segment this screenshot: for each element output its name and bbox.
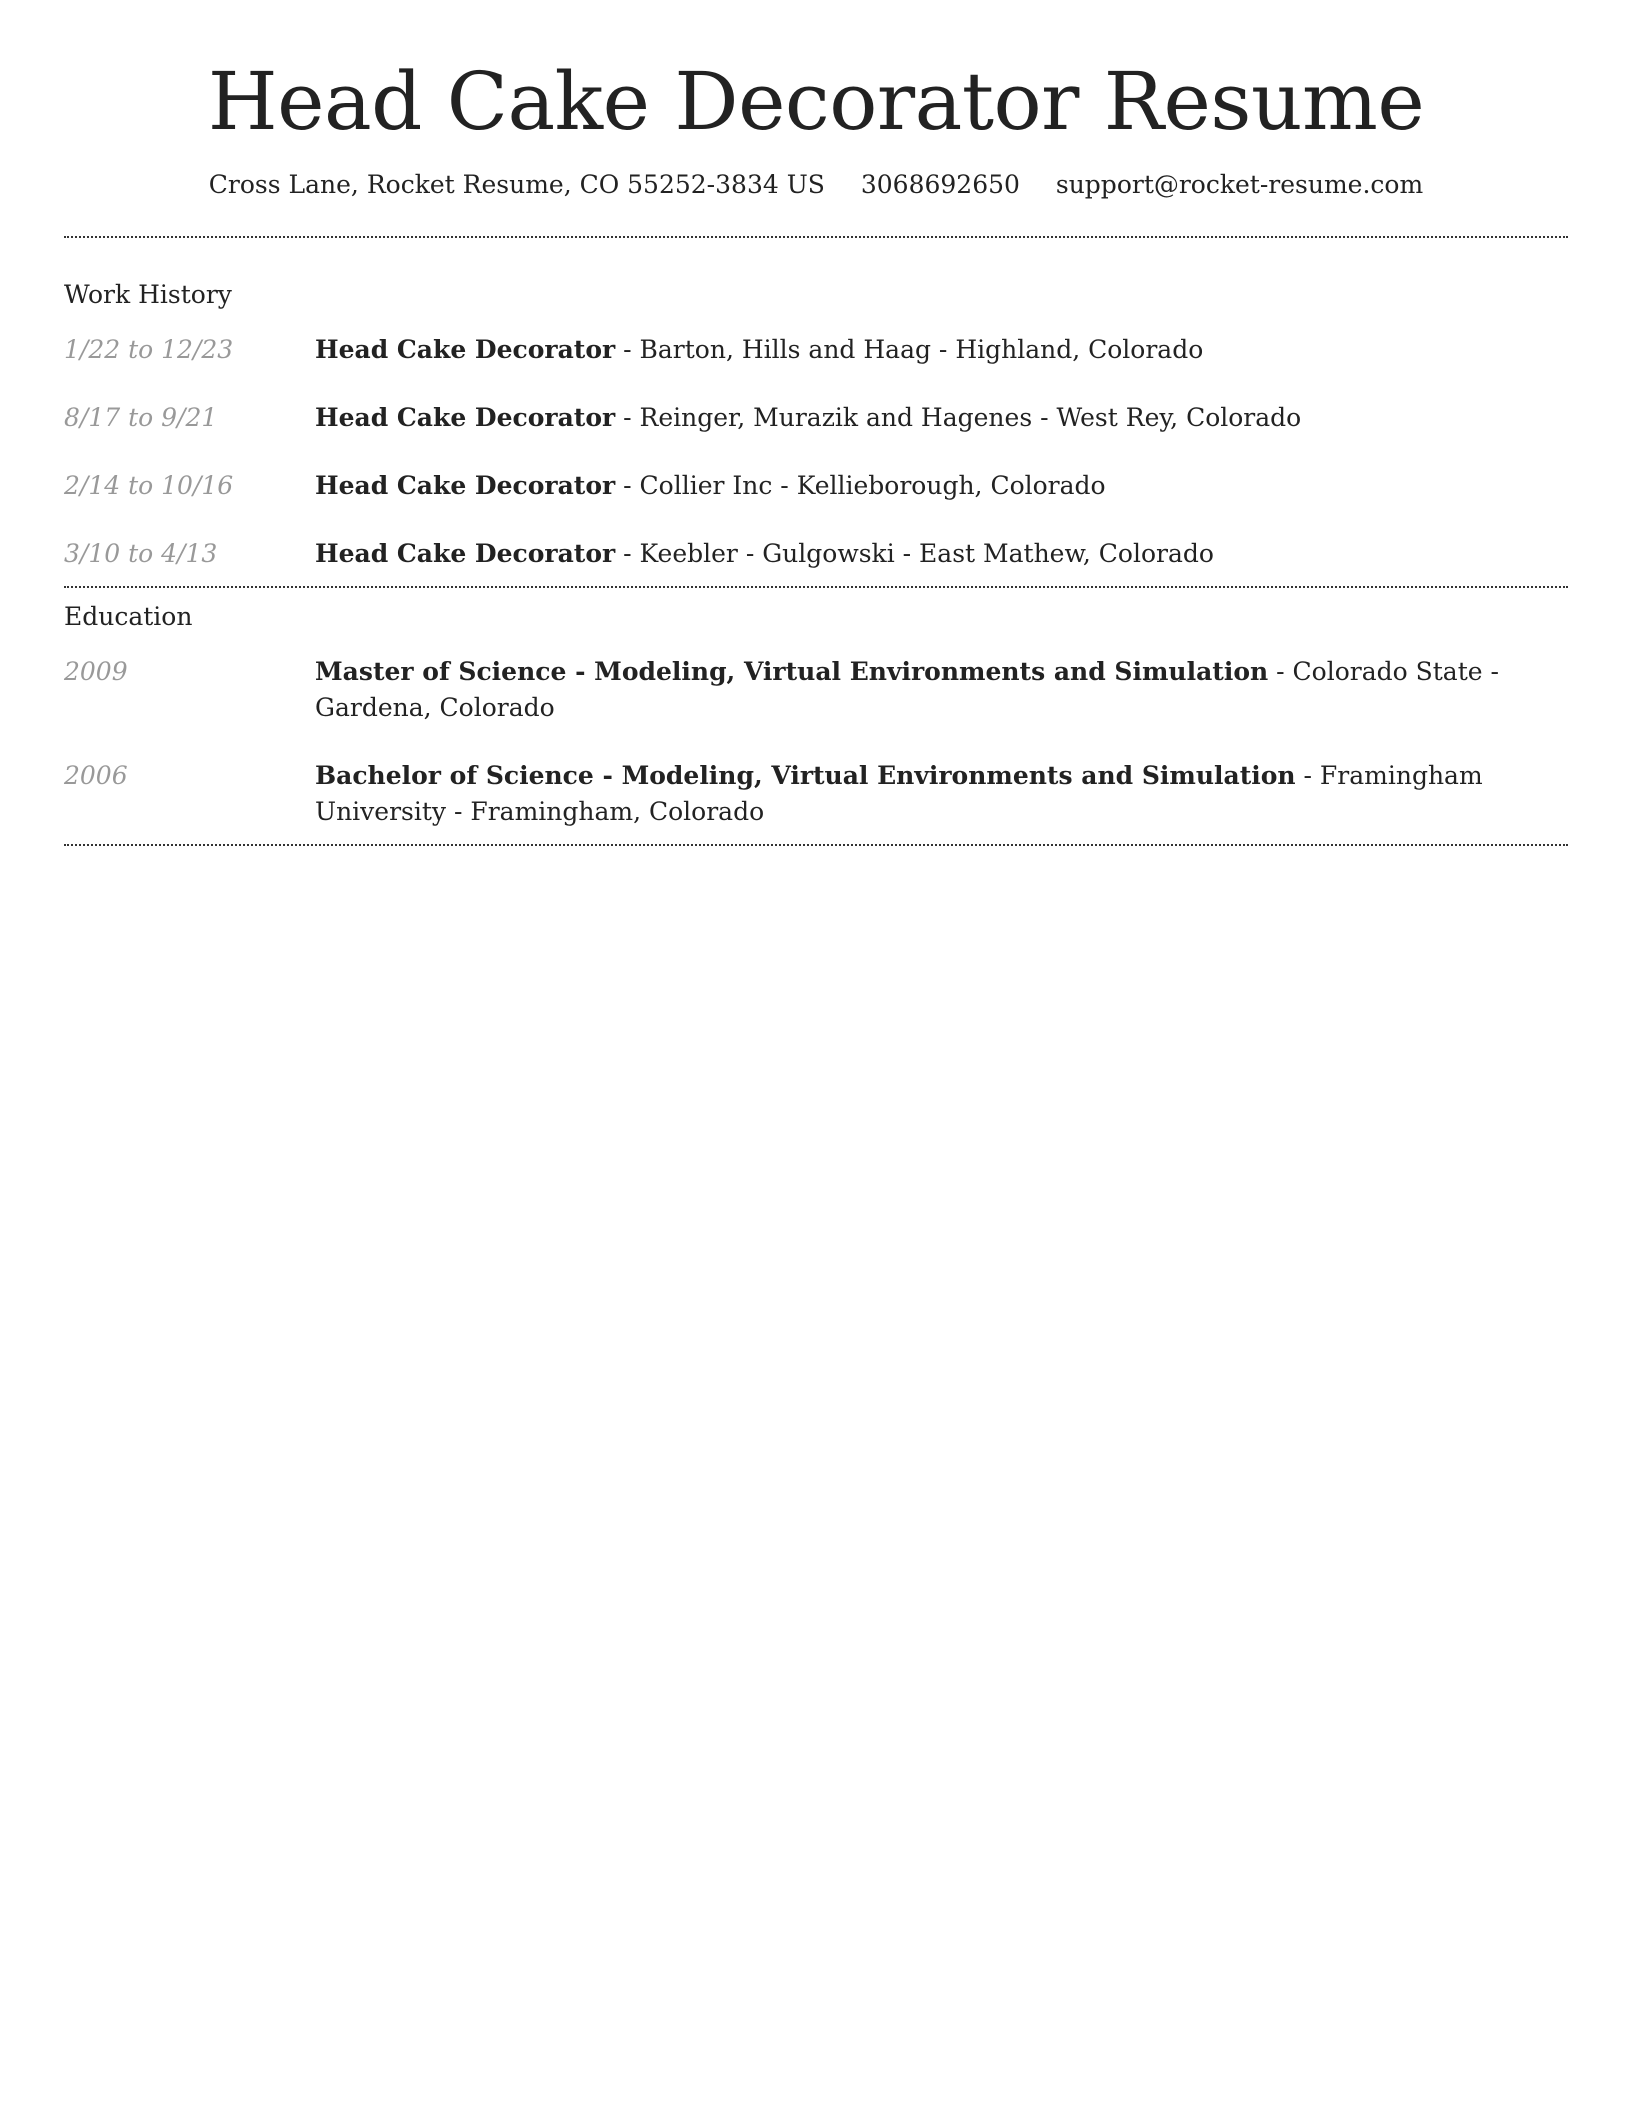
work-history-heading: Work History [64, 280, 232, 309]
education-year: 2009 [64, 657, 128, 686]
contact-line [64, 168, 1568, 202]
work-details: - Keebler - Gulgowski - East Mathew, Colorado [615, 539, 1214, 568]
education-item [64, 654, 1568, 726]
resume-page [64, 0, 1568, 846]
education-list [64, 654, 1568, 844]
work-description [315, 400, 1568, 436]
work-role: Head Cake Decorator [315, 335, 616, 364]
work-history-item [64, 468, 1568, 504]
work-description [315, 332, 1568, 368]
work-role: Head Cake Decorator [315, 471, 616, 500]
work-details: - Collier Inc - Kellieborough, Colorado [615, 471, 1106, 500]
education-item [64, 758, 1568, 830]
work-dates: 8/17 to 9/21 [64, 403, 218, 432]
header-divider [64, 236, 1568, 238]
education-year: 2006 [64, 761, 128, 790]
education-heading: Education [64, 602, 193, 631]
work-history-divider [64, 586, 1568, 588]
work-role: Head Cake Decorator [315, 403, 616, 432]
education-section [64, 600, 1568, 844]
work-dates: 2/14 to 10/16 [64, 471, 234, 500]
work-description [315, 536, 1568, 572]
work-history-item [64, 536, 1568, 572]
education-details: - Framingham University - Framingham, Colorado [315, 761, 1483, 826]
work-dates: 1/22 to 12/23 [64, 335, 234, 364]
education-divider [64, 844, 1568, 846]
contact-phone: 3068692650 [860, 170, 1020, 199]
work-history-item [64, 332, 1568, 368]
education-description [315, 758, 1568, 830]
work-dates: 3/10 to 4/13 [64, 539, 218, 568]
work-history-section [64, 278, 1568, 586]
work-details: - Reinger, Murazik and Hagenes - West Rey, Colorado [615, 403, 1302, 432]
work-history-item [64, 400, 1568, 436]
work-details: - Barton, Hills and Haag - Highland, Colorado [615, 335, 1204, 364]
work-history-list [64, 332, 1568, 586]
education-degree: Master of Science - Modeling, Virtual Environments and Simulation [315, 657, 1269, 686]
contact-email: support@rocket-resume.com [1055, 170, 1424, 199]
contact-address: Cross Lane, Rocket Resume, CO 55252-3834 US [208, 170, 825, 199]
work-description [315, 468, 1568, 504]
education-description [315, 654, 1568, 726]
resume-title: Head Cake Decorator Resume [207, 55, 1425, 148]
work-role: Head Cake Decorator [315, 539, 616, 568]
education-details: - Colorado State - Gardena, Colorado [315, 657, 1499, 722]
education-degree: Bachelor of Science - Modeling, Virtual Environments and Simulation [315, 761, 1296, 790]
